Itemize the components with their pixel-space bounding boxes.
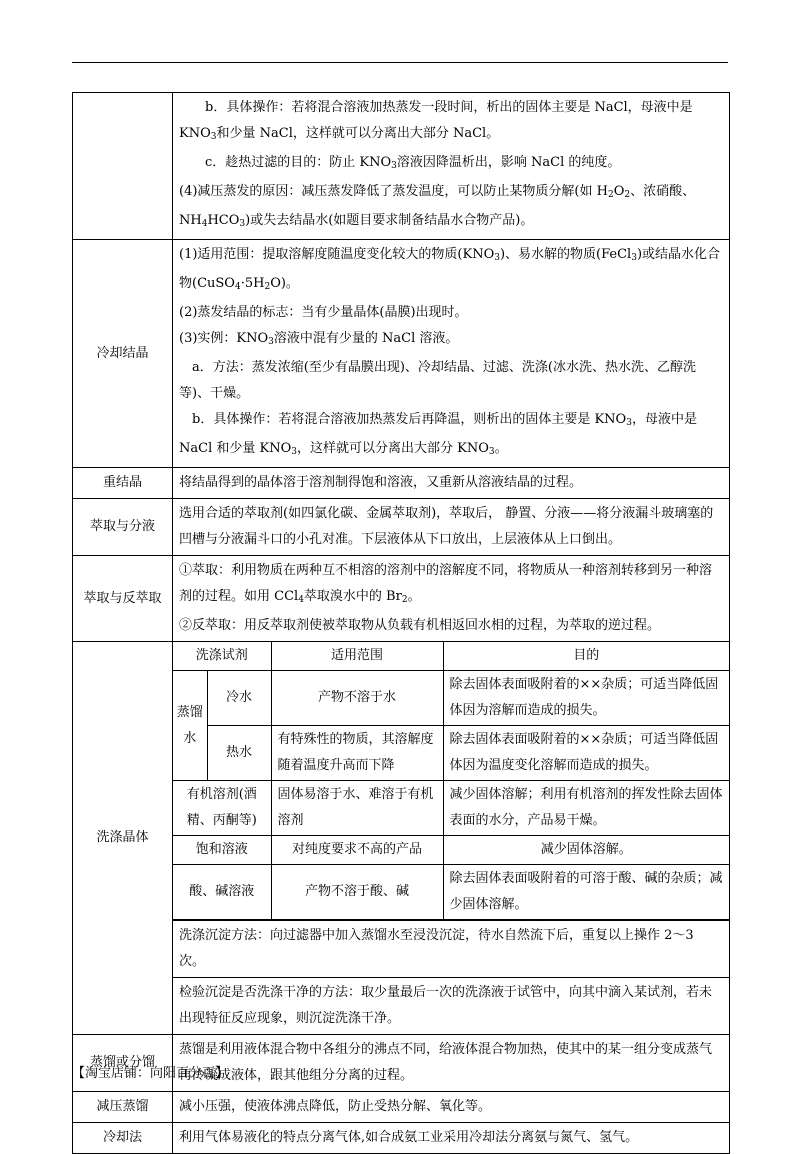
table-row	[73, 556, 730, 642]
row-label-washing: 洗涤晶体	[73, 642, 173, 1035]
reagent-hot-water: 热水	[207, 726, 271, 781]
washing-check-note: 检验沉淀是否洗涤干净的方法：取少量最后一次的洗涤液于试管中，向其中滴入某试剂，若未出现特征反应现象，则沉淀洗涤干净。	[173, 977, 729, 1034]
reagent-saturated-solution: 饱和溶液	[173, 836, 271, 865]
table-row	[73, 1123, 730, 1154]
scope-saturated-solution: 对纯度要求不高的产品	[271, 836, 443, 865]
table-row	[73, 240, 730, 468]
row-content-cooling-method: 利用气体易液化的特点分离气体,如合成氨工业采用冷却法分离氨与氮气、氢气。	[173, 1123, 730, 1154]
table-row	[73, 642, 730, 1035]
row-label-vacuum-distillation: 减压蒸馏	[73, 1092, 173, 1123]
washing-method-note: 洗涤沉淀方法：向过滤器中加入蒸馏水至浸没沉淀，待水自然流下后，重复以上操作 2～3 次。	[173, 920, 729, 977]
purpose-saturated-solution: 减少固体溶解。	[443, 836, 729, 865]
reagent-organic-solvent: 有机溶剂(酒精、丙酮等)	[173, 781, 271, 836]
header-reagent: 洗涤试剂	[173, 642, 271, 671]
table-row	[73, 499, 730, 556]
scope-organic-solvent: 固体易溶于水、难溶于有机溶剂	[271, 781, 443, 836]
row-content-distillation: 蒸馏是利用液体混合物中各组分的沸点不同，给液体混合物加热，使其中的某一组分变成蒸气再冷凝成液体，跟其他组分分离的过程。	[173, 1035, 730, 1092]
reagent-cold-water: 冷水	[207, 671, 271, 726]
row-content-evaporation: b．具体操作：若将混合溶液加热蒸发一段时间，析出的固体主要是 NaCl，母液中是 $KNO_3$和少量 NaCl，这样就可以分离出大部分 NaCl。 c．趁热过滤的目的：防止 $KNO_3$溶液因降温析出，影响 NaCl 的纯度。 (4)减压蒸发的原因：减压蒸发降低了蒸发温度，可以防止某物质分解(如 $H_2O_2$、浓硝酸、$NH_4HCO_3$)或失去结晶水(如题目要求制备结晶水合物产品)。	[173, 93, 730, 240]
separation-methods-table	[72, 92, 730, 1154]
scope-hot-water: 有特殊性的物质，其溶解度随着温度升高而下降	[271, 726, 443, 781]
purpose-cold-water: 除去固体表面吸附着的××杂质；可适当降低固体因为溶解而造成的损失。	[443, 671, 729, 726]
row-label-recrystallization: 重结晶	[73, 468, 173, 499]
table-row	[173, 781, 729, 836]
table-row	[173, 642, 729, 671]
row-label-empty	[73, 93, 173, 240]
row-label-extraction: 萃取与分液	[73, 499, 173, 556]
reagent-acid-base: 酸、碱溶液	[173, 865, 271, 920]
purpose-hot-water: 除去固体表面吸附着的××杂质；可适当降低固体因为温度变化溶解而造成的损失。	[443, 726, 729, 781]
row-content-washing	[173, 642, 730, 1035]
table-row	[73, 468, 730, 499]
row-content-recrystallization: 将结晶得到的晶体溶于溶剂制得饱和溶液，又重新从溶液结晶的过程。	[173, 468, 730, 499]
row-label-cooling: 冷却结晶	[73, 240, 173, 468]
purpose-acid-base: 除去固体表面吸附着的可溶于酸、碱的杂质；减少固体溶解。	[443, 865, 729, 920]
washing-reagents-table	[173, 642, 729, 920]
table-row	[173, 865, 729, 920]
reagent-distilled-water: 蒸馏水	[173, 671, 207, 781]
footer-shop-label: 【淘宝店铺：向阳百分百】	[72, 1066, 229, 1081]
scope-acid-base: 产物不溶于酸、碱	[271, 865, 443, 920]
row-content-back-extraction: ①萃取：利用物质在两种互不相溶的溶剂中的溶解度不同，将物质从一种溶剂转移到另一种溶剂的过程。如用 CCl$_4$萃取溴水中的 $Br_2$。 ②反萃取：用反萃取剂使被萃取物从负载有机相返回水相的过程，为萃取的逆过程。	[173, 556, 730, 642]
row-content-vacuum-distillation: 减小压强，使液体沸点降低，防止受热分解、氧化等。	[173, 1092, 730, 1123]
row-label-cooling-method: 冷却法	[73, 1123, 173, 1154]
table-row	[173, 836, 729, 865]
header-scope: 适用范围	[271, 642, 443, 671]
table-row	[173, 671, 729, 726]
table-row	[73, 1092, 730, 1123]
row-label-back-extraction: 萃取与反萃取	[73, 556, 173, 642]
table-row	[173, 726, 729, 781]
scope-cold-water: 产物不溶于水	[271, 671, 443, 726]
purpose-organic-solvent: 减少固体溶解；利用有机溶剂的挥发性除去固体表面的水分，产品易干燥。	[443, 781, 729, 836]
row-content-cooling: (1)适用范围：提取溶解度随温度变化较大的物质$(KNO_3)$、易水解的物质(FeCl$_3$)或结晶水化合物$(CuSO_4\cdot 5H_2O)$。 (2)蒸发结晶的标志：当有少量晶体(晶膜)出现时。 (3)实例：$KNO_3$溶液中混有少量的 NaCl 溶液。 a．方法：蒸发浓缩(至少有晶膜出现)、冷却结晶、过滤、洗涤(冰水洗、热水洗、乙醇洗等)、干燥。 b．具体操作：若将混合溶液加热蒸发后再降温，则析出的固体主要是 $KNO_3$，母液中是 NaCl 和少量 $KNO_3$，这样就可以分离出大部分 $KNO_3$。	[173, 240, 730, 468]
row-content-extraction: 选用合适的萃取剂(如四氯化碳、金属萃取剂)，萃取后， 静置、分液——将分液漏斗玻璃塞的凹槽与分液漏斗口的小孔对准。下层液体从下口放出，上层液体从上口倒出。	[173, 499, 730, 556]
table-row	[73, 93, 730, 240]
row-label-distillation: 蒸馏或分馏	[73, 1035, 173, 1092]
header-purpose: 目的	[443, 642, 729, 671]
header-rule	[72, 62, 728, 63]
